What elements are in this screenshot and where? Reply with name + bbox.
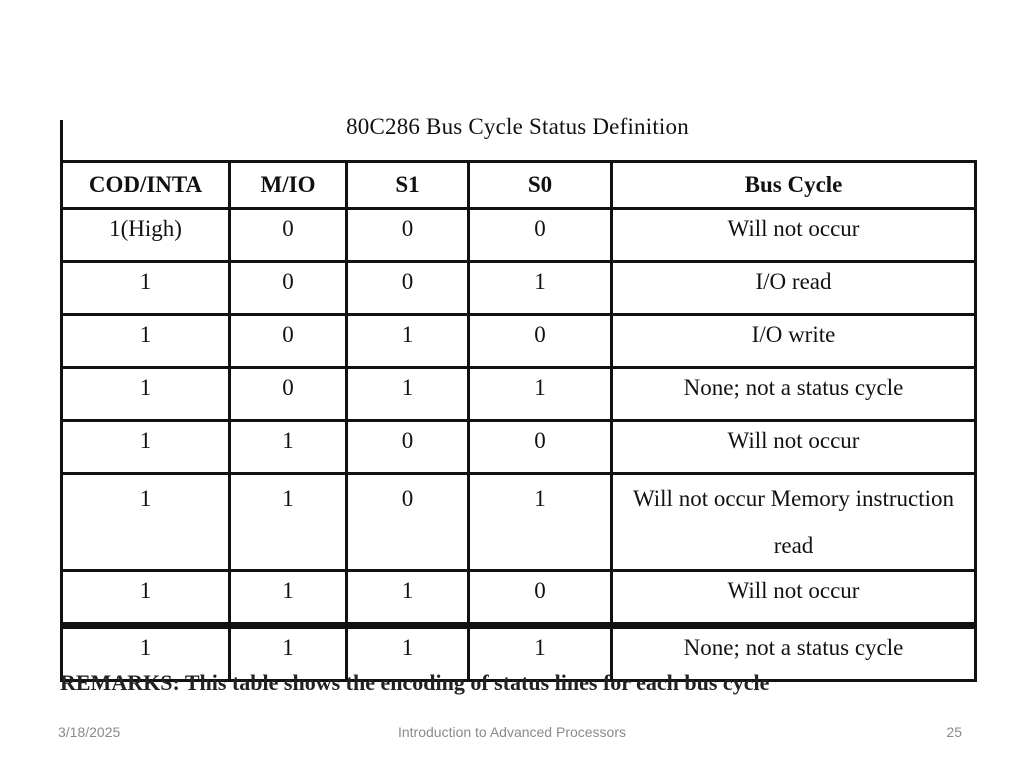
cell-bus-cycle: None; not a status cycle bbox=[612, 368, 976, 421]
cell-m-io: 0 bbox=[230, 368, 347, 421]
header-cod-inta: COD/INTA bbox=[62, 162, 230, 209]
cell-m-io: 1 bbox=[230, 474, 347, 571]
table-row bbox=[62, 209, 976, 262]
cell-m-io: 1 bbox=[230, 626, 347, 681]
footer-date: 3/18/2025 bbox=[58, 724, 121, 740]
cell-s1: 1 bbox=[347, 368, 469, 421]
cell-s0: 1 bbox=[469, 368, 612, 421]
cell-bus-cycle: I/O read bbox=[612, 262, 976, 315]
cell-bus-cycle: Will not occur bbox=[612, 571, 976, 626]
cell-m-io: 1 bbox=[230, 421, 347, 474]
page-number: 25 bbox=[946, 724, 962, 740]
cell-cod-inta: 1 bbox=[62, 421, 230, 474]
header-s0: S0 bbox=[469, 162, 612, 209]
cell-s1: 0 bbox=[347, 262, 469, 315]
cell-cod-inta: 1 bbox=[62, 474, 230, 571]
cell-cod-inta: 1 bbox=[62, 315, 230, 368]
cell-s1: 0 bbox=[347, 474, 469, 571]
header-s1: S1 bbox=[347, 162, 469, 209]
cell-s0: 0 bbox=[469, 421, 612, 474]
table-title: 80C286 Bus Cycle Status Definition bbox=[346, 114, 689, 139]
cell-s0: 0 bbox=[469, 209, 612, 262]
cell-s0: 1 bbox=[469, 262, 612, 315]
cell-s0: 0 bbox=[469, 315, 612, 368]
cell-s0: 0 bbox=[469, 571, 612, 626]
table-header-row bbox=[62, 162, 976, 209]
table-row bbox=[62, 421, 976, 474]
table-row bbox=[62, 368, 976, 421]
cell-m-io: 0 bbox=[230, 315, 347, 368]
cell-bus-cycle: I/O write bbox=[612, 315, 976, 368]
cell-s0: 1 bbox=[469, 474, 612, 571]
table-row bbox=[62, 474, 976, 571]
cell-bus-cycle: None; not a status cycle bbox=[612, 626, 976, 681]
table-remarks-cutoff: REMARKS: This table shows the encoding of status lines for each bus cycle bbox=[60, 670, 770, 695]
cell-m-io: 0 bbox=[230, 262, 347, 315]
table-row bbox=[62, 571, 976, 626]
table-figure bbox=[60, 110, 975, 695]
cell-cod-inta: 1 bbox=[62, 368, 230, 421]
table-row bbox=[62, 315, 976, 368]
cell-s1: 0 bbox=[347, 421, 469, 474]
header-bus-cycle: Bus Cycle bbox=[612, 162, 976, 209]
cell-s1: 1 bbox=[347, 571, 469, 626]
cell-m-io: 0 bbox=[230, 209, 347, 262]
cell-cod-inta: 1(High) bbox=[62, 209, 230, 262]
cell-bus-cycle: Will not occur bbox=[612, 421, 976, 474]
cell-s1: 1 bbox=[347, 626, 469, 681]
table-row bbox=[62, 262, 976, 315]
cell-bus-cycle: Will not occur bbox=[612, 209, 976, 262]
cell-cod-inta: 1 bbox=[62, 262, 230, 315]
cell-s1: 0 bbox=[347, 209, 469, 262]
header-m-io: M/IO bbox=[230, 162, 347, 209]
cell-cod-inta: 1 bbox=[62, 571, 230, 626]
cell-s1: 1 bbox=[347, 315, 469, 368]
cell-cod-inta: 1 bbox=[62, 626, 230, 681]
cell-bus-cycle: Will not occur Memory instruction read bbox=[612, 474, 976, 571]
cell-s0: 1 bbox=[469, 626, 612, 681]
cell-m-io: 1 bbox=[230, 571, 347, 626]
footer-title: Introduction to Advanced Processors bbox=[397, 724, 627, 740]
